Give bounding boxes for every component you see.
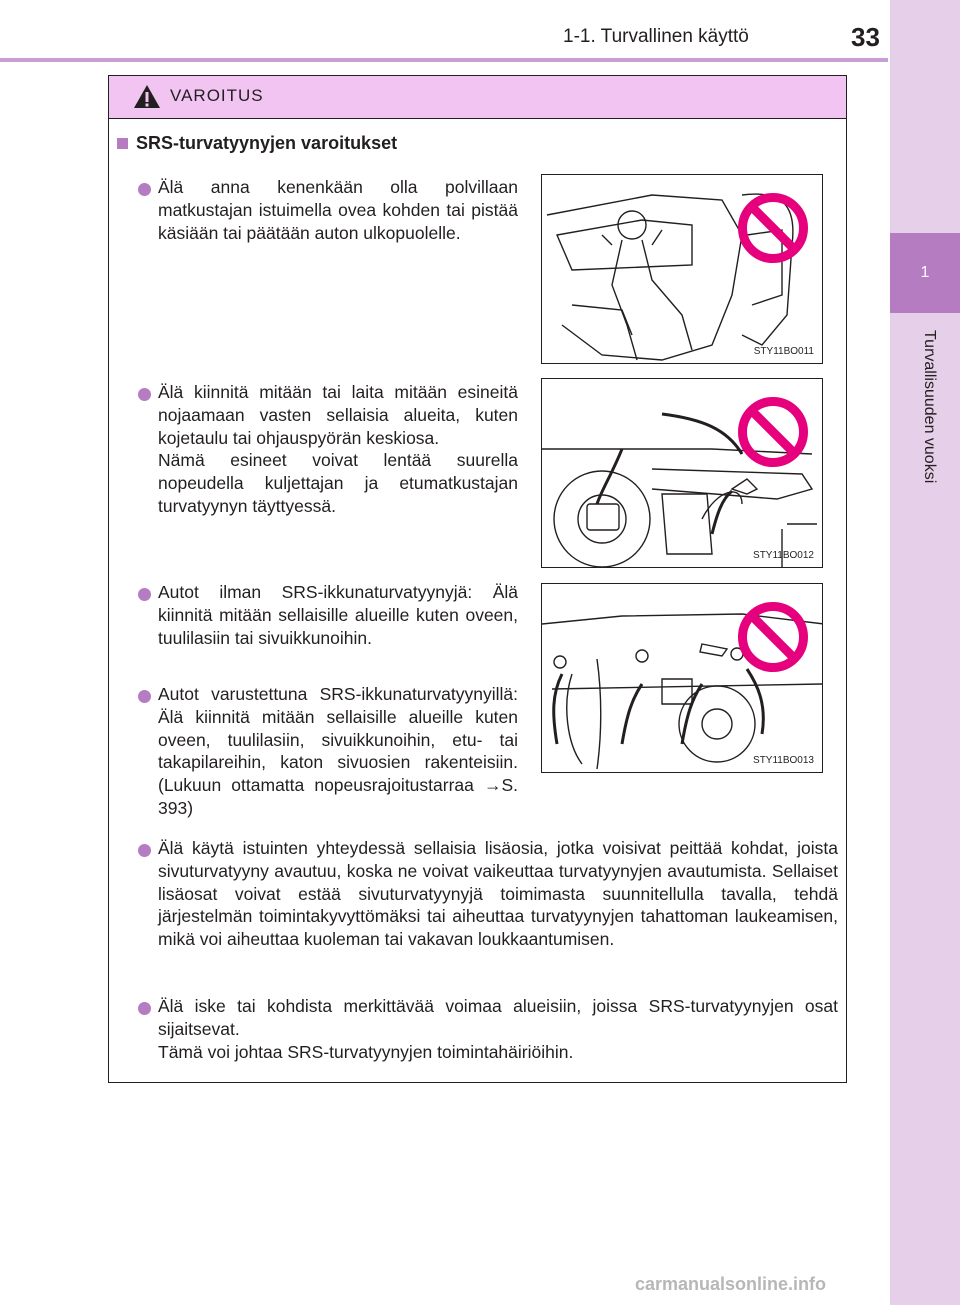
header-rule (0, 58, 888, 62)
chapter-title-text: Turvallisuuden vuoksi (921, 330, 938, 484)
section-heading-text: SRS-turvatyynyjen varoitukset (136, 133, 398, 153)
figure-passenger-seat (541, 174, 823, 364)
warning-item (158, 683, 518, 820)
prohibition-icon (738, 602, 808, 672)
warning-item-text: Älä käytä istuinten yhteydessä sellaisia lisäosia, jotka voisivat peittää kohdat, joista sivuturvatyyny avautuu, koska ne voivat vaikeuttaa turvatyynyjen avautumista. Sellaiset lisäosat voivat estää sivuturvatyynyjä toimimasta suunnitellulla tavalla, tehdä järjestelmän toimintakyvyttömäksi tai aiheuttaa turvatyynyjen tahattoman laukeamisen, mikä voi aiheuttaa kuoleman tai vakavan loukkaantumisen. (158, 838, 838, 950)
warning-item-text: Älä kiinnitä mitään tai laita mitään esineitä nojaamaan vasten sellaisia alueita, kuten kojetaulu tai ohjauspyörän keskiosa. (158, 382, 518, 448)
warning-item (158, 381, 518, 518)
bullet-icon (138, 388, 151, 401)
section-heading (117, 133, 397, 154)
warning-item-text: Autot varustettuna SRS-ikkunaturvatyynyillä: Älä kiinnitä mitään sellaisille alueille kuten oveen, tuulilasiin, sivuikkunoihin, etu- tai takapilareihin, katon sivuosien rakenteisiin. (Lukuun ottamatta nopeusrajoitustarraa →S. 393) (158, 684, 518, 818)
warning-item-text-2: Tämä voi johtaa SRS-turvatyynyjen toimintahäiriöihin. (158, 1041, 574, 1062)
warning-item (158, 581, 518, 649)
figure-dashboard (541, 378, 823, 568)
warning-item (158, 837, 838, 951)
section-title: 1-1. Turvallinen käyttö (563, 26, 749, 47)
bullet-icon (138, 183, 151, 196)
warning-item-text-2: Nämä esineet voivat lentää suurella nopeudella kuljettajan ja etumatkustajan turvatyynyn täyttyessä. (158, 450, 518, 516)
warning-triangle-icon (133, 84, 161, 109)
chapter-title (893, 330, 953, 550)
warning-item (158, 995, 838, 1063)
square-bullet-icon (117, 138, 128, 149)
warning-item-text: Älä iske tai kohdista merkittävää voimaa alueisiin, joissa SRS-turvatyynyjen osat sijaitsevat. (158, 996, 838, 1039)
prohibition-icon (738, 193, 808, 263)
figure-windows (541, 583, 823, 773)
bullet-icon (138, 844, 151, 857)
figure-caption: STY11BO011 (753, 346, 814, 357)
prohibition-icon (738, 397, 808, 467)
chapter-sidetab (890, 0, 960, 1305)
warning-item-text: Älä anna kenenkään olla polvillaan matkustajan istuimella ovea kohden tai pistää käsiään tai päätään auton ulkopuolelle. (158, 177, 518, 243)
warning-label: VAROITUS (170, 86, 264, 105)
figure-caption: STY11BO012 (753, 550, 814, 561)
figure-caption: STY11BO013 (753, 755, 814, 766)
page-number: 33 (851, 22, 880, 52)
bullet-icon (138, 588, 151, 601)
bullet-icon (138, 1002, 151, 1015)
bullet-icon (138, 690, 151, 703)
warning-item (158, 176, 518, 244)
warning-item-text: Autot ilman SRS-ikkunaturvatyynyjä: Älä kiinnitä mitään sellaisille alueille kuten oveen, tuulilasiin tai sivuikkunoihin. (158, 582, 518, 648)
chapter-number: 1 (890, 233, 960, 313)
watermark: carmanualsonline.info (635, 1274, 827, 1294)
